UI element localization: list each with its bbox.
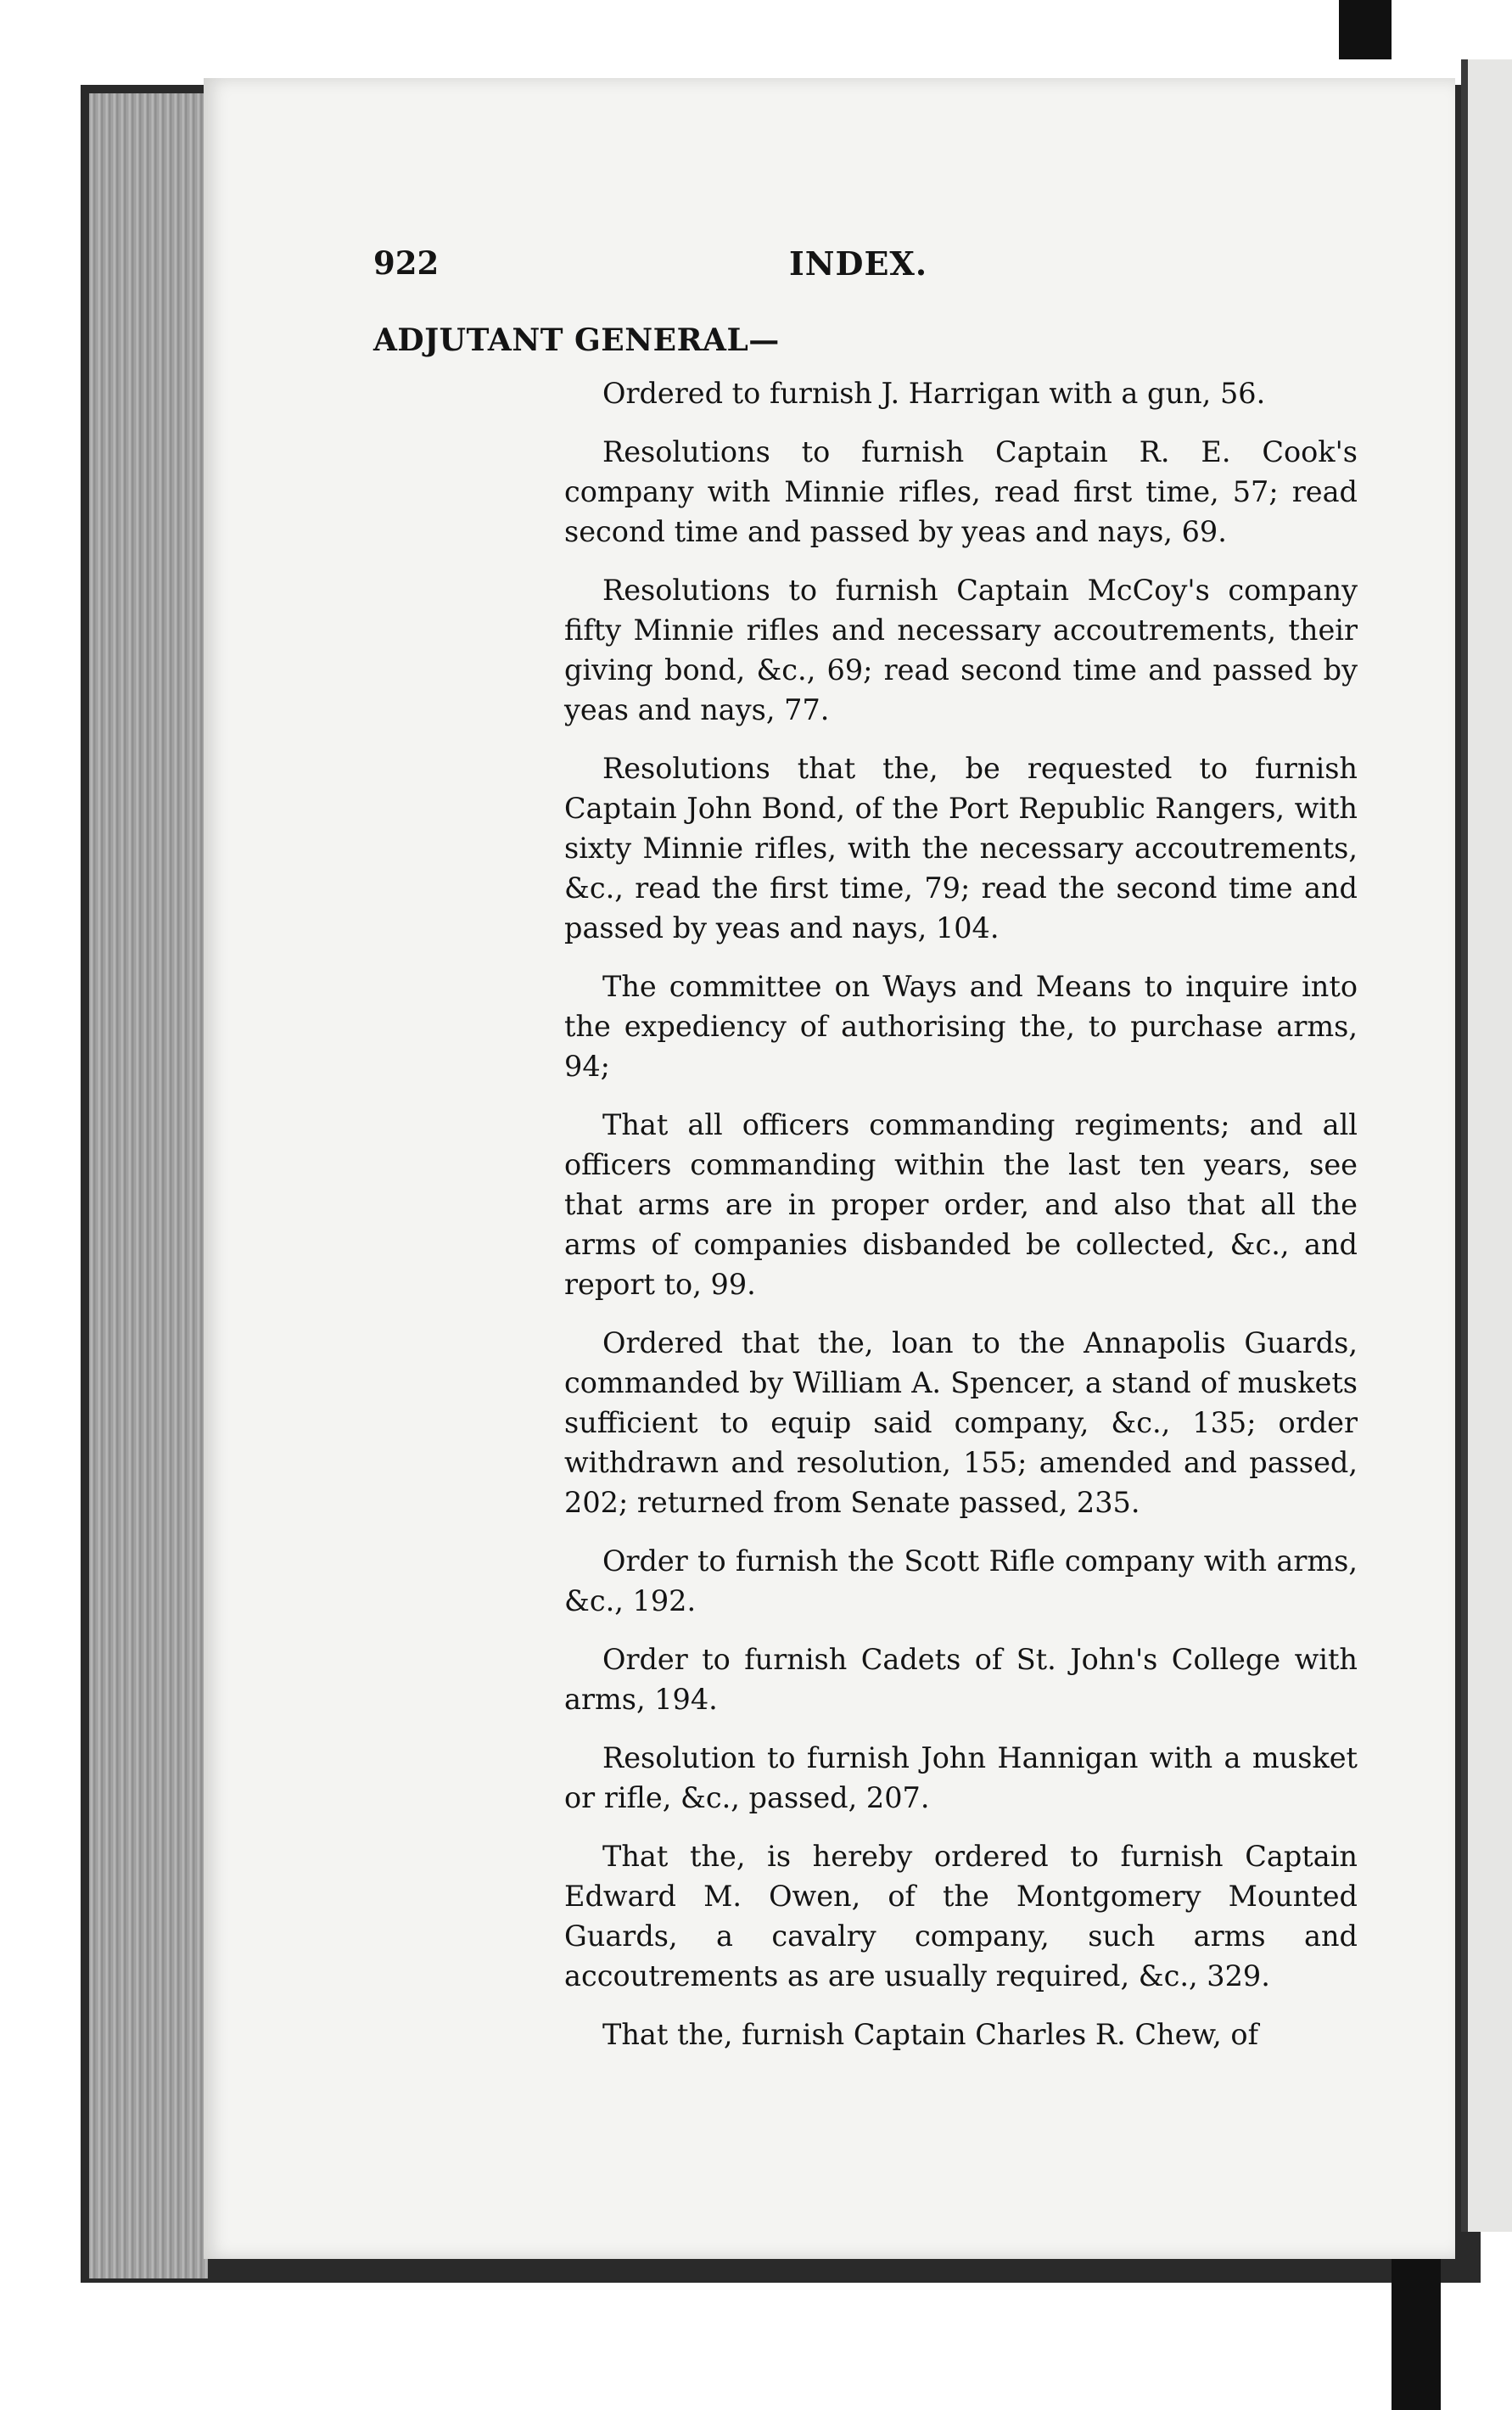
- page-number: 922: [373, 244, 440, 282]
- index-entry: Ordered that the, loan to the Annapolis Guards, commanded by William A. Spencer, a stand of muskets sufficient to equip said company, &c., 135; order withdrawn and resolution, 155; amended and passed, 202; returned from Senate passed, 235.: [564, 1326, 1358, 1519]
- page-heading: INDEX.: [789, 244, 928, 283]
- index-entry: Resolutions that the, be requested to furnish Captain John Bond, of the Port Republic Rangers, with sixty Minnie rifles, with the necessary accoutrements, &c., read the first time, 79; read the second time and passed by yeas and nays, 104.: [564, 752, 1358, 944]
- bookmark-ribbon-top: [1339, 0, 1392, 59]
- index-entry: That the, furnish Captain Charles R. Chew, of: [602, 2018, 1258, 2051]
- section-title: ADJUTANT GENERAL—: [373, 322, 780, 358]
- facing-page-edge: [1461, 59, 1512, 2232]
- index-entry: Resolutions to furnish Captain McCoy's company fifty Minnie rifles and necessary accoutrements, their giving bond, &c., 69; read second time and passed by yeas and nays, 77.: [564, 574, 1358, 726]
- index-entry: Resolution to furnish John Hannigan with a musket or rifle, &c., passed, 207.: [564, 1741, 1358, 1814]
- bleed-through-text: [933, 180, 942, 210]
- index-entry: The committee on Ways and Means to inquire into the expediency of authorising the, to purchase arms, 94;: [564, 970, 1358, 1083]
- index-entries: [564, 373, 1358, 2073]
- bookmark-ribbon-bottom: [1392, 2245, 1441, 2410]
- index-entry: Order to furnish the Scott Rifle company with arms, &c., 192.: [564, 1544, 1358, 1617]
- index-entry: That the, is hereby ordered to furnish Captain Edward M. Owen, of the Montgomery Mounted Guards, a cavalry company, such arms and accoutrements as are usually required, &c., 329.: [564, 1840, 1358, 1992]
- index-entry: Resolutions to furnish Captain R. E. Cook's company with Minnie rifles, read first time, 57; read second time and passed by yeas and nays, 69.: [564, 435, 1358, 548]
- index-entry: Order to furnish Cadets of St. John's College with arms, 194.: [564, 1643, 1358, 1716]
- index-entry: Ordered to furnish J. Harrigan with a gun, 56.: [602, 377, 1266, 410]
- page-header: [373, 244, 1358, 295]
- index-entry: That all officers commanding regiments; and all officers commanding within the last ten years, see that arms are in proper order, and also that all the arms of companies disbanded be collected, &c., and report to, 99.: [564, 1108, 1358, 1301]
- page-edges: [89, 93, 208, 2278]
